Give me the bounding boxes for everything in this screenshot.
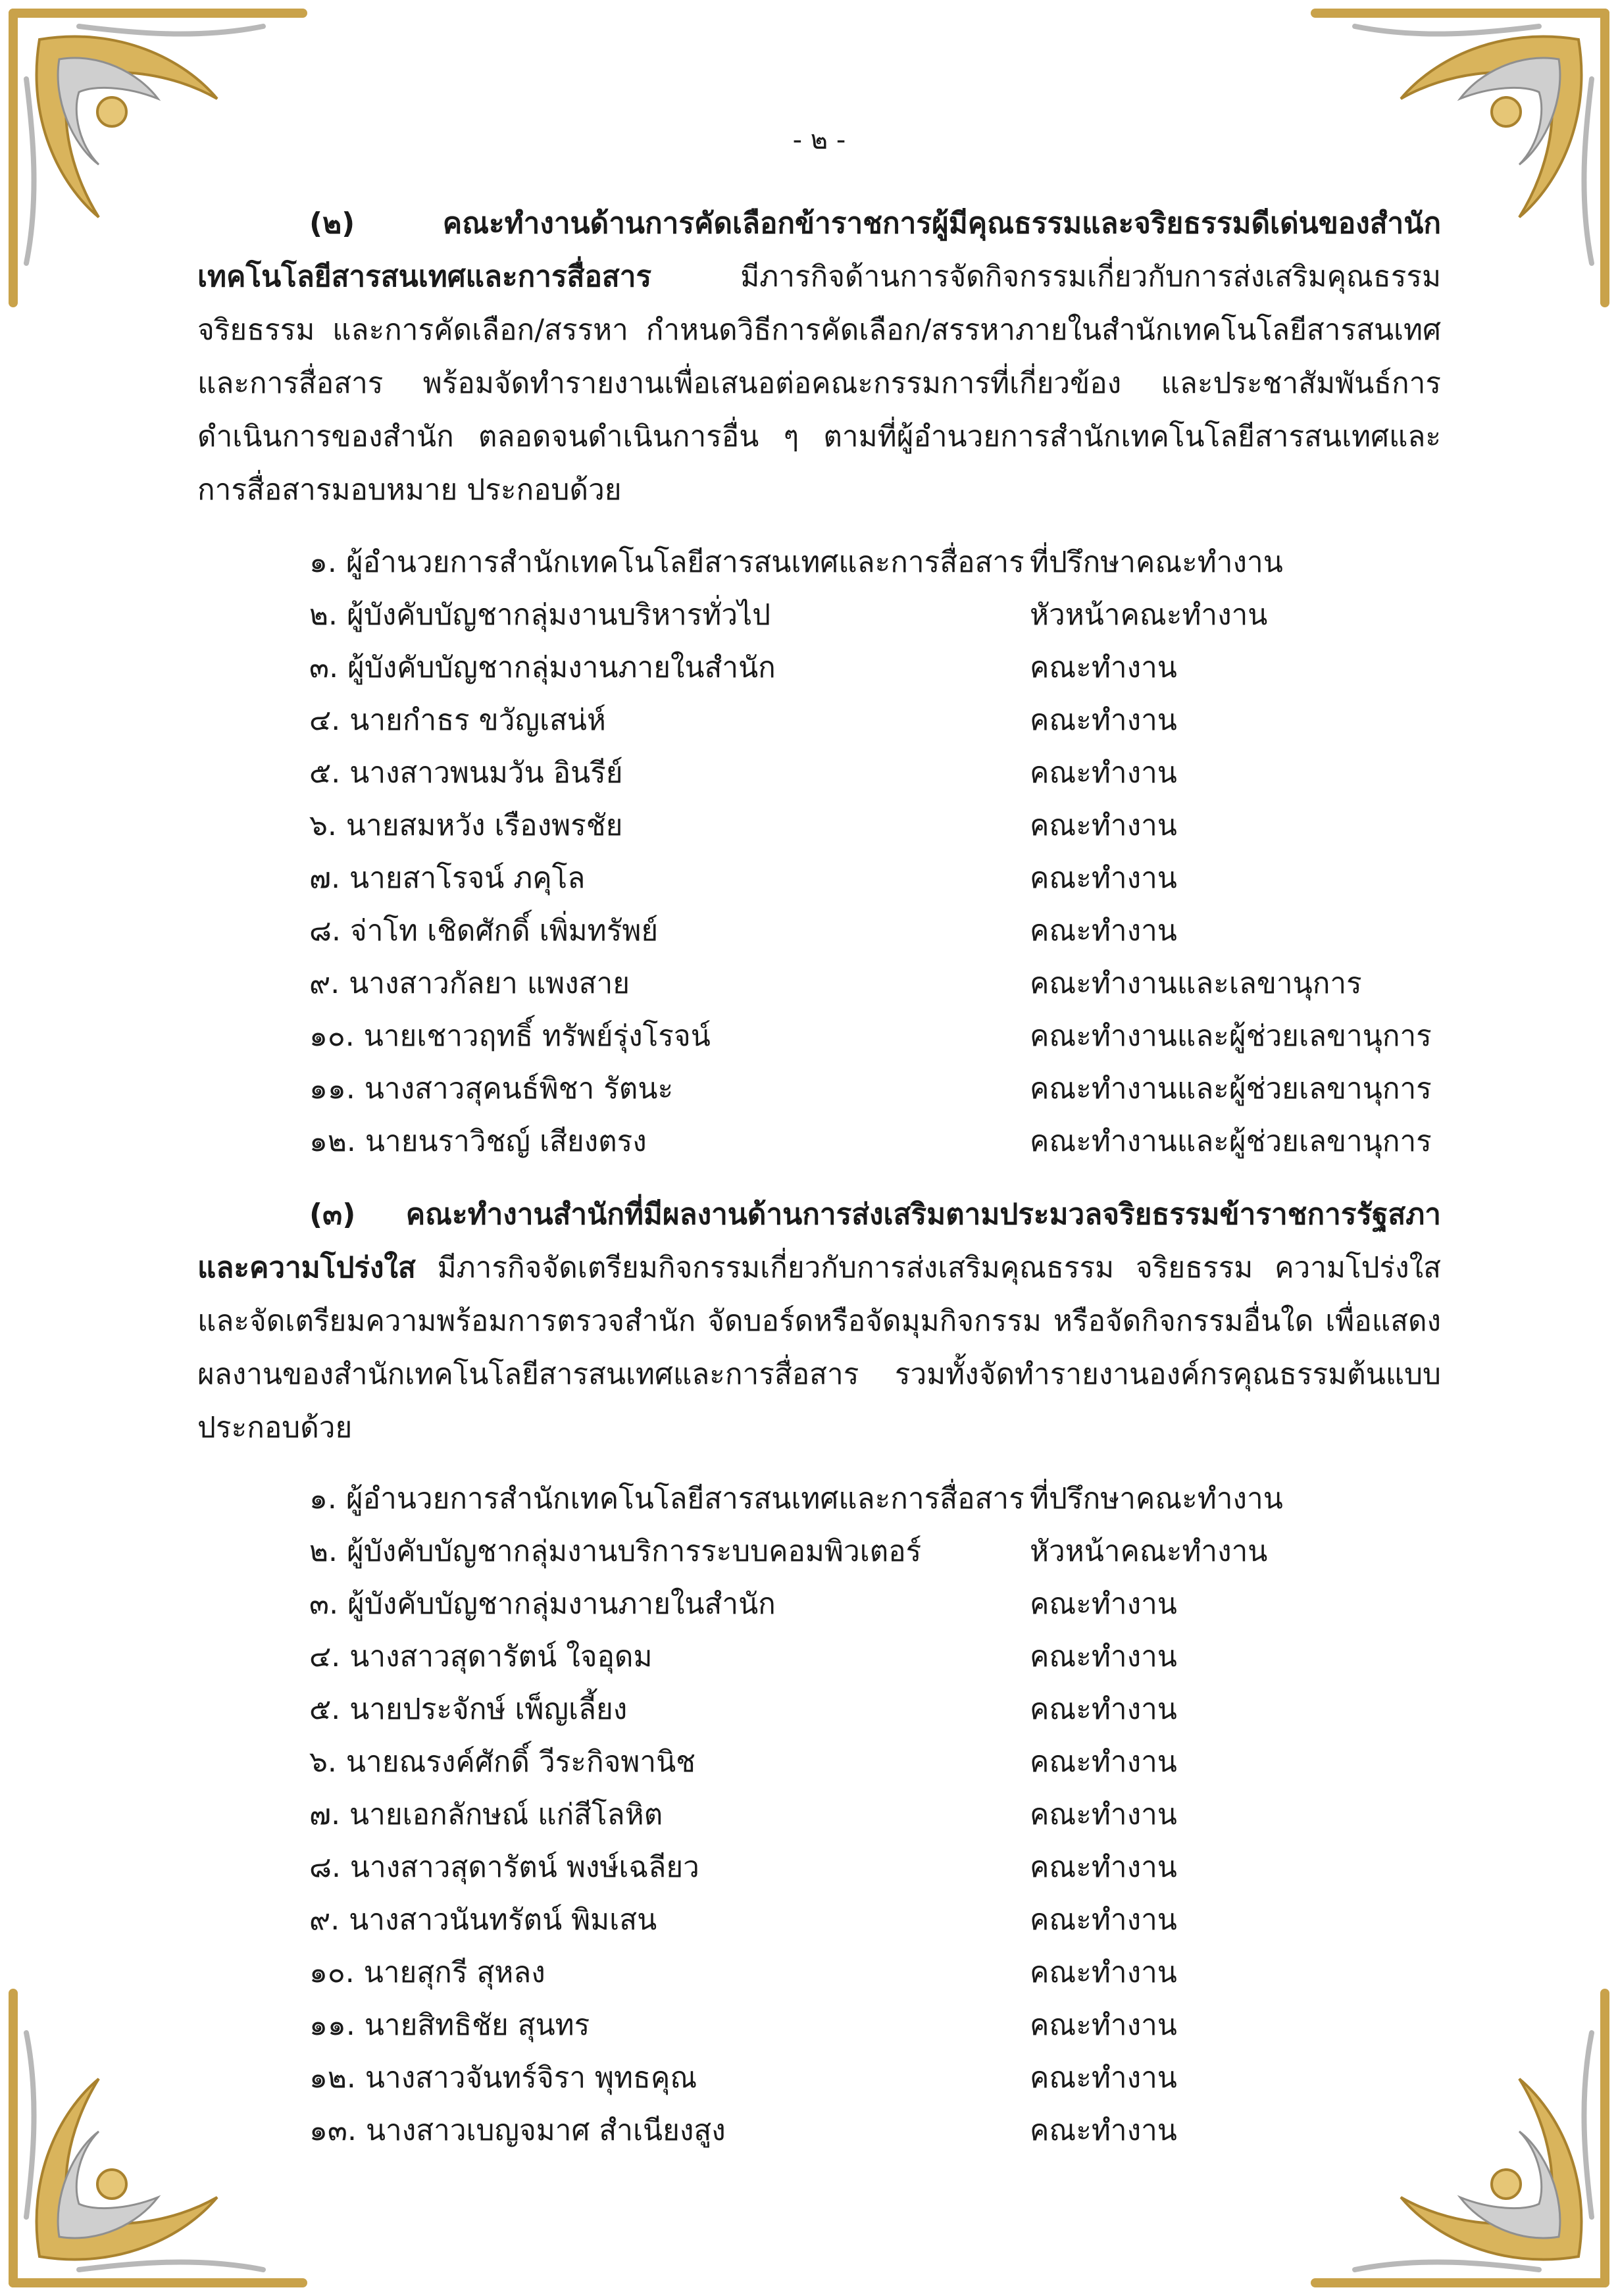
list-item: [309, 694, 1441, 747]
list-item: [309, 642, 1441, 694]
list-item: [309, 1947, 1441, 1999]
document-body: [197, 118, 1441, 2177]
member-role: คณะทำงานและผู้ช่วยเลขานุการ: [1030, 1019, 1432, 1053]
member-name: ๑. ผู้อำนวยการสำนักเทคโนโลยีสารสนเทศและการสื่อสาร: [309, 1482, 1024, 1516]
member-role: คณะทำงาน: [1030, 861, 1177, 895]
member-name: ๔. นายกำธร ขวัญเสน่ห์: [309, 703, 606, 737]
member-name: ๘. นางสาวสุดารัตน์ พงษ์เฉลียว: [309, 1850, 699, 1884]
member-role: คณะทำงานและผู้ช่วยเลขานุการ: [1030, 1072, 1432, 1106]
member-name: ๖. นายณรงค์ศักดิ์ วีระกิจพานิช: [309, 1745, 696, 1779]
section-2-member-list: [309, 536, 1441, 1168]
member-name: ๑๑. นางสาวสุคนธ์พิชา รัตนะ: [309, 1072, 674, 1106]
member-name: ๓. ผู้บังคับบัญชากลุ่มงานภายในสำนัก: [309, 1587, 776, 1621]
member-name: ๔. นางสาวสุดารัตน์ ใจอุดม: [309, 1640, 653, 1673]
member-role: คณะทำงาน: [1030, 1693, 1177, 1726]
member-role: คณะทำงานและผู้ช่วยเลขานุการ: [1030, 1125, 1432, 1158]
member-name: ๑. ผู้อำนวยการสำนักเทคโนโลยีสารสนเทศและการสื่อสาร: [309, 546, 1024, 579]
member-role: หัวหน้าคณะทำงาน: [1030, 1535, 1268, 1568]
member-name: ๑๓. นางสาวเบญจมาศ สำเนียงสูง: [309, 2114, 726, 2147]
member-role: คณะทำงาน: [1030, 2008, 1177, 2042]
member-name: ๓. ผู้บังคับบัญชากลุ่มงานภายในสำนัก: [309, 651, 776, 684]
list-item: [309, 1683, 1441, 1736]
member-role: คณะทำงาน: [1030, 651, 1177, 684]
list-item: [309, 1736, 1441, 1789]
list-item: [309, 747, 1441, 800]
member-role: คณะทำงานและเลขานุการ: [1030, 967, 1362, 1000]
member-name: ๖. นายสมหวัง เรืองพรชัย: [309, 809, 623, 842]
member-role: ที่ปรึกษาคณะทำงาน: [1030, 1482, 1283, 1516]
member-role: คณะทำงาน: [1030, 1850, 1177, 1884]
member-role: หัวหน้าคณะทำงาน: [1030, 598, 1268, 632]
section-2-paragraph: [197, 197, 1441, 517]
page-number: - ๒ -: [792, 125, 846, 155]
member-name: ๑๐. นายเชาวฤทธิ์ ทรัพย์รุ่งโรจน์: [309, 1019, 711, 1053]
member-role: คณะทำงาน: [1030, 1587, 1177, 1621]
member-name: ๑๒. นายนราวิชญ์ เสียงตรง: [309, 1125, 647, 1158]
section-2-heading: (๒) คณะทำงานด้านการคัดเลือกข้าราชการผู้มีคุณธรรมและจริยธรรมดีเด่นของสำนักเทคโนโลยีสารสนเทศและการสื่อสาร: [197, 207, 1441, 293]
member-role: คณะทำงาน: [1030, 914, 1177, 948]
member-role: คณะทำงาน: [1030, 1903, 1177, 1937]
member-name: ๒. ผู้บังคับบัญชากลุ่มงานบริการระบบคอมพิวเตอร์: [309, 1535, 922, 1568]
member-role: คณะทำงาน: [1030, 2061, 1177, 2095]
member-name: ๑๐. นายสุกรี สุหลง: [309, 1956, 545, 1989]
section-3-member-list: [309, 1473, 1441, 2157]
member-role: คณะทำงาน: [1030, 1745, 1177, 1779]
member-name: ๙. นางสาวนันทรัตน์ พิมเสน: [309, 1903, 657, 1937]
list-item: [309, 800, 1441, 852]
list-item: [309, 1841, 1441, 1894]
member-name: ๕. นางสาวพนมวัน อินรีย์: [309, 756, 623, 790]
list-item: [309, 1473, 1441, 1525]
list-item: [309, 852, 1441, 905]
member-name: ๕. นายประจักษ์ เพ็ญเลี้ยง: [309, 1693, 628, 1726]
member-name: ๗. นายเอกลักษณ์ แก่สีโลหิต: [309, 1798, 663, 1831]
list-item: [309, 905, 1441, 957]
member-role: คณะทำงาน: [1030, 1640, 1177, 1673]
list-item: [309, 2105, 1441, 2157]
list-item: [309, 1789, 1441, 1841]
section-3-heading: (๓) คณะทำงานสำนักที่มีผลงานด้านการส่งเสริมตามประมวลจริยธรรมข้าราชการรัฐสภาและความโปร่งใส: [197, 1198, 1441, 1285]
list-item: [309, 536, 1441, 589]
member-role: คณะทำงาน: [1030, 2114, 1177, 2147]
list-item: [309, 1631, 1441, 1683]
section-3-body: มีภารกิจจัดเตรียมกิจกรรมเกี่ยวกับการส่งเสริมคุณธรรม จริยธรรม ความโปร่งใส และจัดเตรียมความพร้อมการตรวจสำนัก จัดบอร์ดหรือจัดมุมกิจกรรม หรือจัดกิจกรรมอื่นใด เพื่อแสดงผลงานของสำนักเทคโนโลยีสารสนเทศและการสื่อสาร รวมทั้งจัดทำรายงานองค์กรคุณธรรมต้นแบบ ประกอบด้วย: [197, 1251, 1441, 1444]
list-item: [309, 1010, 1441, 1063]
member-role: คณะทำงาน: [1030, 809, 1177, 842]
section-3-paragraph: [197, 1188, 1441, 1454]
list-item: [309, 1999, 1441, 2052]
member-role: คณะทำงาน: [1030, 703, 1177, 737]
member-name: ๙. นางสาวกัลยา แพงสาย: [309, 967, 630, 1000]
member-name: ๒. ผู้บังคับบัญชากลุ่มงานบริหารทั่วไป: [309, 598, 771, 632]
list-item: [309, 1578, 1441, 1631]
member-name: ๑๑. นายสิทธิชัย สุนทร: [309, 2008, 590, 2042]
member-role: ที่ปรึกษาคณะทำงาน: [1030, 546, 1283, 579]
list-item: [309, 957, 1441, 1010]
member-name: ๗. นายสาโรจน์ ภคุโล: [309, 861, 586, 895]
member-name: ๑๒. นางสาวจันทร์จิรา พุทธคุณ: [309, 2061, 697, 2095]
list-item: [309, 1115, 1441, 1168]
list-item: [309, 1525, 1441, 1578]
member-name: ๘. จ่าโท เชิดศักดิ์ เพิ่มทรัพย์: [309, 914, 659, 948]
list-item: [309, 589, 1441, 642]
list-item: [309, 1063, 1441, 1115]
member-role: คณะทำงาน: [1030, 1798, 1177, 1831]
member-role: คณะทำงาน: [1030, 756, 1177, 790]
list-item: [309, 2052, 1441, 2105]
section-2-body: มีภารกิจด้านการจัดกิจกรรมเกี่ยวกับการส่งเสริมคุณธรรม จริยธรรม และการคัดเลือก/สรรหา กำหนดวิธีการคัดเลือก/สรรหาภายในสำนักเทคโนโลยีสารสนเทศและการสื่อสาร พร้อมจัดทำรายงานเพื่อเสนอต่อคณะกรรมการที่เกี่ยวข้อง และประชาสัมพันธ์การดำเนินการของสำนัก ตลอดจนดำเนินการอื่น ๆ ตามที่ผู้อำนวยการสำนักเทคโนโลยีสารสนเทศและการสื่อสารมอบหมาย ประกอบด้วย: [197, 260, 1441, 507]
list-item: [309, 1894, 1441, 1947]
member-role: คณะทำงาน: [1030, 1956, 1177, 1989]
